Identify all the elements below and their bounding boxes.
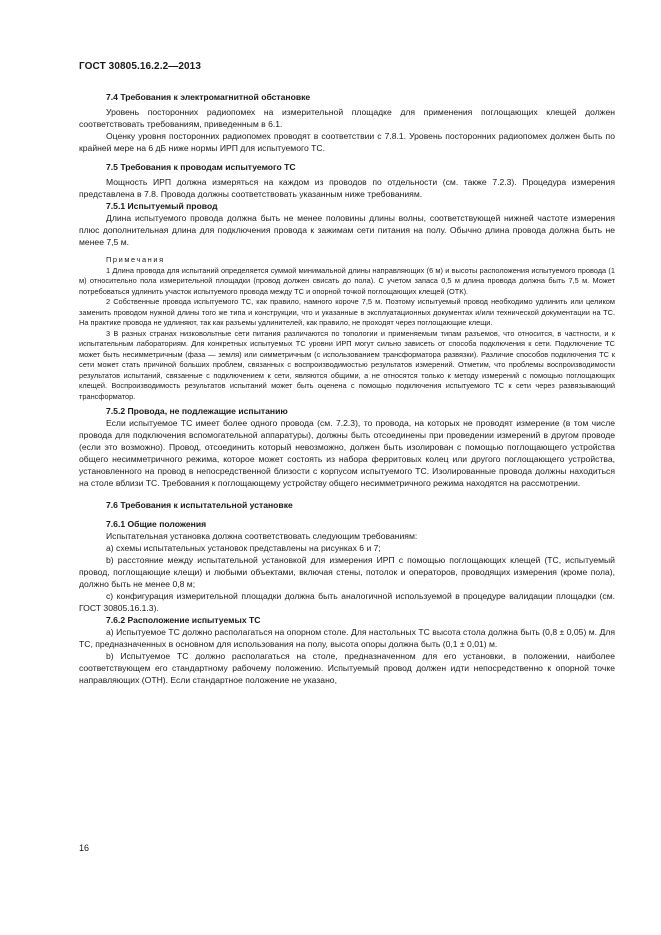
paragraph: b) Испытуемое ТС должно располагаться на столе, предназначенном для его установки, в положении, наиболее соответствующем его стандартному рабочему положению. Испытуемый провод должен идти непосредственно к опорной точке направляющих (ОТН). Если стандартное положение не указано, [79,651,615,685]
notes-block [79,255,615,402]
list-item: b) расстояние между испытательной установкой для измерения ИРП с помощью поглощающих клещей (ТС, испытуемый провод, поглощающие клещи) и любыми объектами, включая стены, потолок и операторов, проводящих измерения (кроме пола), должно быть не менее 0,8 м; [79,555,615,589]
section-7-6-heading: 7.6 Требования к испытательной установке [106,500,293,510]
paragraph: Мощность ИРП должна измеряться на каждом из проводов по отдельности (см. также 7.2.3). Процедура измерения представлена в 7.8. Провода должны соответствовать указанным ниже требованиям. [79,177,615,199]
paragraph: Если испытуемое ТС имеет более одного провода (см. 7.2.3), то провода, на которых не проводят измерение (в том числе провода для подключения вспомогательной аппаратуры), должны быть отсоединены при проведении измерений в другом проводе (если это возможно). Провод, отсоединить который невозможно, должен быть изолирован с помощью поглощающего устройства общего несимметричного режима, которое может состоять из набора ферритовых колец или другого поглощающего устройства, установленного на провод в непосредственной близости с корпусом испытуемого ТС. Изолированные провода должны находиться на столе вблизи ТС. Требования к поглощающему устройству общего несимметричного режима находятся на рассмотрении. [79,418,615,488]
notes-title: Примечания [106,255,165,264]
list-item: a) схемы испытательных установок представлены на рисунках 6 и 7; [106,543,381,553]
note-item: 3 В разных странах низковольтные сети питания различаются по топологии и применяемым типам разъемов, что относится, в частности, и к испытательным лабораториям. Для конкретных испытуемых ТС уровни ИРП могут сильно зависеть от способа подключения к сети. Подключение ТС может быть несимметричным (фаза — земля) или симметричным (с использованием трансформатора развязки). Различие способов подключения ТС к сети может стать причиной больших проблем, связанных с воспроизводимостью результатов измерений. Отметим, что проблемы воспроизводимости результатов испытаний, связанные с подключением к сети, являются общими, а не относятся только к методу измерений с помощью поглощающих клещей. Воспроизводимость результатов испытаний может быть оценена с помощью подключения испытуемого ТС к сети через развязывающий трансформатор. [79,328,615,401]
list-item: c) конфигурация измерительной площадки должна быть аналогичной используемой в процедуре валидации площадки (см. ГОСТ 30805.16.1.3). [79,591,615,613]
paragraph: Оценку уровня посторонних радиопомех проводят в соответствии с 7.8.1. Уровень посторонних радиопомех должен быть по крайней мере на 6 дБ ниже нормы ИРП для испытуемого ТС. [79,131,615,153]
note-item: 2 Собственные провода испытуемого ТС, как правило, намного короче 7,5 м. Поэтому испытуемый провод необходимо удлинить или целиком заменить проводом нужной длины того же типа и конструкции, что и указанные в эксплуатационных документах и/или технической документации на ТС. На практике провода не удлиняют, так как разъемы удлинителей, как правило, не проходят через поглощающие клещи. [79,297,615,327]
paragraph: Испытательная установка должна соответствовать следующим требованиям: [106,531,418,541]
page-number: 16 [79,843,90,853]
section-7-5-1-heading: 7.5.1 Испытуемый провод [106,201,218,211]
paragraph: Длина испытуемого провода должна быть не менее половины длины волны, соответствующей нижней частоте измерения плюс дополнительная длина для подключения провода к зажимам сети питания на полу. Обычно длина провода должна быть не менее 7,5 м. [79,213,615,247]
paragraph: a) Испытуемое ТС должно располагаться на опорном столе. Для настольных ТС высота стола должна быть (0,8 ± 0,05) м. Для ТС, предназначенных в основном для использования на полу, высота опоры должна быть (0,1 ± 0,01) м. [79,627,615,649]
page-body [79,91,615,686]
document-code-header: ГОСТ 30805.16.2.2—2013 [79,61,202,72]
section-7-4-heading: 7.4 Требования к электромагнитной обстановке [106,92,311,102]
section-7-6-2-heading: 7.6.2 Расположение испытуемых ТС [106,615,261,625]
section-7-5-heading: 7.5 Требования к проводам испытуемого ТС [106,162,296,172]
note-item: 1 Длина провода для испытаний определяется суммой минимальной длины направляющих (6 м) и высоты расположения испытуемого провода (1 м) относительно пола измерительной площадки (провод должен свисать до пола). С учетом запаса 0,5 м длина провода должна быть 7,5 м. Может потребоваться удлинить участок испытуемого провода между ТС и опорной точкой поглощающих клещей (ОТК). [79,265,615,296]
section-7-5-2-heading: 7.5.2 Провода, не подлежащие испытанию [106,406,288,416]
paragraph: Уровень посторонних радиопомех на измерительной площадке для применения поглощающих клещей должен соответствовать требованиям, приведенным в 6.1. [79,107,615,129]
section-7-6-1-heading: 7.6.1 Общие положения [106,519,207,529]
